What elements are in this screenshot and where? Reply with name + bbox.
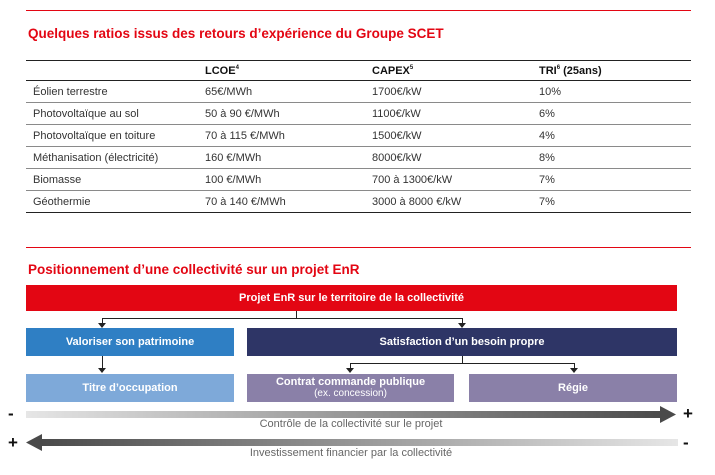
cell-lcoe: 70 à 140 €/MWh <box>198 191 365 213</box>
arrow-down-icon <box>98 368 106 373</box>
right-branch-box: Satisfaction d’un besoin propre <box>247 328 677 356</box>
cell-lcoe: 160 €/MWh <box>198 147 365 169</box>
table-row <box>26 125 691 147</box>
bar2-right-sign: - <box>683 433 689 452</box>
header-lcoe: LCOE$^4$ <box>198 61 365 81</box>
control-gradient-bar <box>26 411 664 418</box>
cell-energy: Méthanisation (électricité) <box>26 147 198 169</box>
connector <box>462 356 463 363</box>
leaf-contrat-sub: (ex. concession) <box>314 388 387 399</box>
cell-lcoe: 70 à 115 €/MWh <box>198 125 365 147</box>
cell-lcoe: 65€/MWh <box>198 81 365 103</box>
cell-energy: Biomasse <box>26 169 198 191</box>
left-branch-box: Valoriser son patrimoine <box>26 328 234 356</box>
table-row <box>26 81 691 103</box>
cell-capex: 1500€/kW <box>365 125 532 147</box>
middle-divider <box>26 247 691 248</box>
connector <box>350 363 574 364</box>
connector <box>102 356 103 368</box>
cell-tri: 7% <box>532 169 691 191</box>
cell-tri: 10% <box>532 81 691 103</box>
header-tri: TRI$^6$ (25ans) <box>532 61 691 81</box>
table-row <box>26 103 691 125</box>
cell-capex: 1100€/kW <box>365 103 532 125</box>
cell-capex: 700 à 1300€/kW <box>365 169 532 191</box>
cell-capex: 3000 à 8000 €/kW <box>365 191 532 213</box>
cell-tri: 8% <box>532 147 691 169</box>
cell-energy: Photovoltaïque au sol <box>26 103 198 125</box>
cell-energy: Photovoltaïque en toiture <box>26 125 198 147</box>
bar1-right-sign: + <box>683 404 693 423</box>
leaf-titre-box: Titre d’occupation <box>26 374 234 402</box>
leaf-contrat-label: Contrat commande publique <box>275 376 426 388</box>
cell-capex: 8000€/kW <box>365 147 532 169</box>
table-row <box>26 191 691 213</box>
diagram-section-title: Positionnement d’une collectivité sur un projet EnR <box>28 262 360 277</box>
arrow-down-icon <box>346 368 354 373</box>
cell-tri: 7% <box>532 191 691 213</box>
root-box: Projet EnR sur le territoire de la collectivité <box>26 285 677 311</box>
connector <box>102 318 462 319</box>
top-divider <box>26 10 691 11</box>
investment-gradient-bar <box>40 439 678 446</box>
bar2-left-sign: + <box>8 433 18 452</box>
cell-capex: 1700€/kW <box>365 81 532 103</box>
table-header-row <box>26 61 691 81</box>
leaf-contrat-box <box>247 374 454 402</box>
arrow-down-icon <box>570 368 578 373</box>
investment-caption: Investissement financier par la collectivité <box>249 447 453 459</box>
header-capex: CAPEX$^5$ <box>365 61 532 81</box>
leaf-regie-box: Régie <box>469 374 677 402</box>
cell-tri: 4% <box>532 125 691 147</box>
cell-energy: Éolien terrestre <box>26 81 198 103</box>
bar1-left-sign: - <box>8 404 14 423</box>
cell-energy: Géothermie <box>26 191 198 213</box>
header-category <box>26 61 198 81</box>
table-section-title: Quelques ratios issus des retours d’expérience du Groupe SCET <box>28 26 444 41</box>
table-row <box>26 169 691 191</box>
control-caption: Contrôle de la collectivité sur le projet <box>259 418 443 430</box>
cell-lcoe: 100 €/MWh <box>198 169 365 191</box>
cell-tri: 6% <box>532 103 691 125</box>
cell-lcoe: 50 à 90 €/MWh <box>198 103 365 125</box>
ratios-table <box>26 60 691 213</box>
table-row <box>26 147 691 169</box>
